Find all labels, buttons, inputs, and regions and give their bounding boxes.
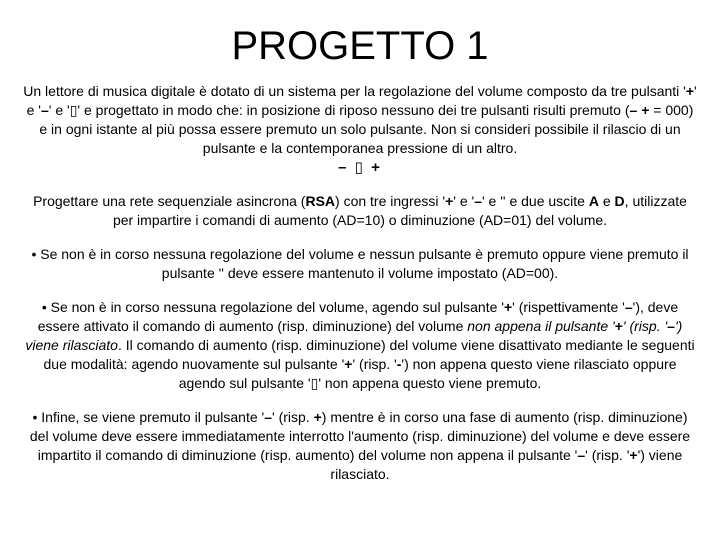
- design-paragraph: [22, 192, 698, 230]
- button-symbols-row: – ▯ +: [338, 159, 382, 176]
- intro-text-5: = 000) e in ogni istante al più possa essere premuto un solo pulsante. Non si consideri possibile il rilascio di un pulsante e la contemporanea pressione di un altro.: [39, 102, 694, 156]
- bullet-1: • Se non è in corso nessuna regolazione del volume e nessun pulsante è premuto oppure viene premuto il pulsante '' deve essere mantenuto il volume impostato (AD=00).: [31, 246, 689, 281]
- plus-symbol: +: [685, 83, 695, 99]
- minus-symbol: -: [396, 356, 402, 372]
- bullet-2-text-7: ' non appena questo viene premuto.: [318, 375, 542, 391]
- bullet-3-text-4: ' (risp. ': [585, 447, 630, 463]
- design-text-6: , utilizzate per impartire i comandi di aumento (AD=10) o diminuzione (AD=01) del volume.: [112, 193, 687, 228]
- rsa-label: RSA: [305, 193, 336, 209]
- bullet-2: [22, 298, 698, 393]
- bullet-2-text-4: . Il comando di aumento (risp. diminuzione) del volume viene disattivato mediante le seguenti due modalità: agendo nuovamente sul pulsante ': [43, 337, 695, 372]
- bullet-2-italic-1: non appena il pulsante ': [467, 318, 615, 334]
- intro-text-2: ' e ': [26, 83, 697, 118]
- bullet-2-text-3: '), deve essere attivato il comando di aumento (risp. diminuzione) del volume: [37, 299, 679, 334]
- design-text-1: Progettare una rete sequenziale asincrona (: [33, 193, 306, 209]
- design-text-4: ' e '' e due uscite: [481, 193, 589, 209]
- intro-text-3: ' e ': [48, 102, 70, 118]
- plus-symbol: +: [344, 356, 353, 372]
- minus-symbol: –: [577, 447, 586, 463]
- minus-symbol: –: [264, 409, 273, 425]
- plus-symbol: +: [313, 409, 322, 425]
- output-d-label: D: [614, 193, 625, 209]
- square-symbol: ▯: [310, 375, 319, 391]
- bullet-2-text-6: ') non appena questo viene rilasciato oppure agendo sul pulsante ': [178, 356, 677, 391]
- plus-symbol: +: [503, 299, 513, 315]
- minus-symbol: –: [624, 299, 633, 315]
- plus-symbol: +: [641, 102, 650, 118]
- intro-paragraph: [22, 82, 698, 158]
- minus-symbol: –: [40, 102, 49, 118]
- minus-symbol: –: [629, 102, 638, 118]
- minus-symbol: –: [667, 318, 675, 334]
- bullet-2-text-2: ' (rispettivamente ': [512, 299, 625, 315]
- bullet-2-text-1: • Se non è in corso nessuna regolazione del volume, agendo sul pulsante ': [41, 299, 504, 315]
- plus-symbol: +: [629, 447, 638, 463]
- design-text-3: ' e ': [453, 193, 475, 209]
- bullet-3-text-2: ' (risp.: [272, 409, 314, 425]
- slide-title: PROGETTO 1: [231, 24, 489, 68]
- design-text-2: ) con tre ingressi ': [335, 193, 446, 209]
- bullet-3-text-1: • Infine, se viene premuto il pulsante ': [32, 409, 265, 425]
- intro-text-1: Un lettore di musica digitale è dotato di un sistema per la regolazione del volume composto da tre pulsanti ': [23, 83, 686, 99]
- plus-symbol: +: [445, 193, 454, 209]
- bullet-3: [22, 408, 698, 484]
- square-symbol: ▯: [69, 102, 78, 118]
- minus-symbol: –: [474, 193, 482, 209]
- bullet-2-italic-2: ' (risp. ': [622, 318, 668, 334]
- design-text-5: e: [598, 193, 615, 209]
- plus-symbol: +: [614, 318, 623, 334]
- bullet-3-text-3: ) mentre è in corso una fase di aumento (risp. diminuzione) del volume deve essere immediatamente interrotto l'aumento (risp. diminuzione) del volume e deve essere impartito il comando di diminuzione (risp. aumento) del volume non appena il pulsante ': [29, 409, 691, 463]
- output-a-label: A: [588, 193, 599, 209]
- bullet-3-text-5: ') viene rilasciato.: [330, 447, 683, 482]
- bullet-2-italic-3: ') viene rilasciato: [25, 318, 683, 353]
- intro-text-4: ' e progettato in modo che: in posizione di riposo nessuno dei tre pulsanti risulti premuto (: [77, 102, 630, 118]
- bullet-2-text-5: ' (risp. ': [352, 356, 397, 372]
- slide-body: [22, 82, 698, 484]
